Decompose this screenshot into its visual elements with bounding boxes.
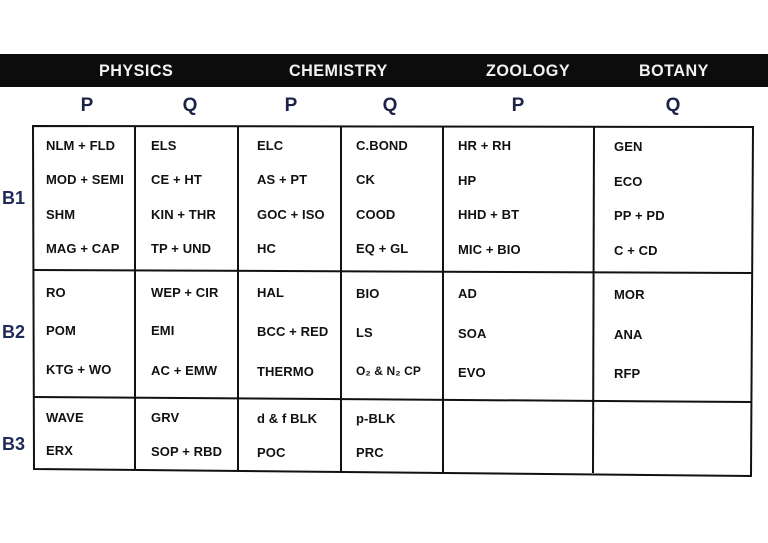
cell-text: ANA (614, 327, 643, 342)
cell-text: RO (46, 285, 66, 300)
cell-text: PP + PD (614, 208, 665, 223)
cell-text: POM (46, 323, 76, 338)
row-label-b2: B2 (2, 322, 26, 342)
cell-text: d & f BLK (257, 411, 318, 426)
cell-text: TP + UND (151, 241, 212, 256)
cell-text: EQ + GL (356, 241, 409, 256)
subject-botany: BOTANY (639, 61, 709, 80)
cell-text: KTG + WO (46, 362, 112, 377)
cell-text: COOD (356, 207, 396, 222)
grid-row-divider (33, 270, 752, 273)
cell-text: AS + PT (257, 172, 308, 187)
column-label: Q (382, 95, 398, 116)
column-label: P (284, 95, 298, 116)
subject-physics: PHYSICS (99, 61, 174, 80)
cell-text: MAG + CAP (46, 241, 120, 256)
cell-text: LS (356, 325, 373, 340)
cell-text: WAVE (46, 410, 84, 425)
cell-text: HHD + BT (458, 207, 520, 222)
cell-text: MOR (614, 287, 645, 302)
column-label: Q (182, 95, 198, 116)
cell-text: CE + HT (151, 172, 202, 187)
cell-text: WEP + CIR (151, 285, 219, 300)
cell-text: KIN + THR (151, 207, 216, 222)
cell-text: SOP + RBD (151, 444, 223, 459)
cell-text: POC (257, 445, 286, 460)
cell-text: ELS (151, 138, 177, 153)
column-label: P (511, 95, 525, 116)
subject-chemistry: CHEMISTRY (289, 61, 388, 80)
cell-text: HR + RH (458, 138, 512, 153)
cell-text: C.BOND (356, 138, 408, 153)
cell-text: ELC (257, 138, 284, 153)
cell-text: p-BLK (356, 411, 396, 426)
cell-text: RFP (614, 366, 641, 381)
cell-text: O₂ & N₂ CP (356, 364, 422, 378)
column-label: P (80, 95, 94, 116)
cell-text: ERX (46, 443, 74, 458)
cell-text: AD (458, 286, 477, 301)
cell-text: PRC (356, 445, 384, 460)
cell-text: CK (356, 172, 375, 187)
cell-text: HAL (257, 285, 285, 300)
cell-text: BIO (356, 286, 380, 301)
cell-text: MOD + SEMI (46, 172, 124, 187)
grid-row-divider (33, 397, 751, 402)
cell-text: HP (458, 173, 477, 188)
cell-text: THERMO (257, 364, 314, 379)
cell-text: EMI (151, 323, 175, 338)
cell-text: ECO (614, 174, 643, 189)
cell-text: C + CD (614, 243, 658, 258)
row-label-b1: B1 (2, 188, 26, 208)
cell-text: NLM + FLD (46, 138, 116, 153)
cell-text: MIC + BIO (458, 242, 521, 257)
grid-col-divider (593, 126, 594, 473)
cell-text: SOA (458, 326, 487, 341)
subject-zoology: ZOOLOGY (486, 61, 571, 80)
row-label-b3: B3 (2, 434, 26, 454)
cell-text: GEN (614, 139, 643, 154)
cell-text: HC (257, 241, 276, 256)
cell-text: GRV (151, 410, 180, 425)
cell-text: AC + EMW (151, 363, 218, 378)
cell-text: EVO (458, 365, 486, 380)
cell-text: SHM (46, 207, 76, 222)
cell-text: BCC + RED (257, 324, 329, 339)
cell-text: GOC + ISO (257, 207, 325, 222)
column-label: Q (665, 95, 681, 116)
